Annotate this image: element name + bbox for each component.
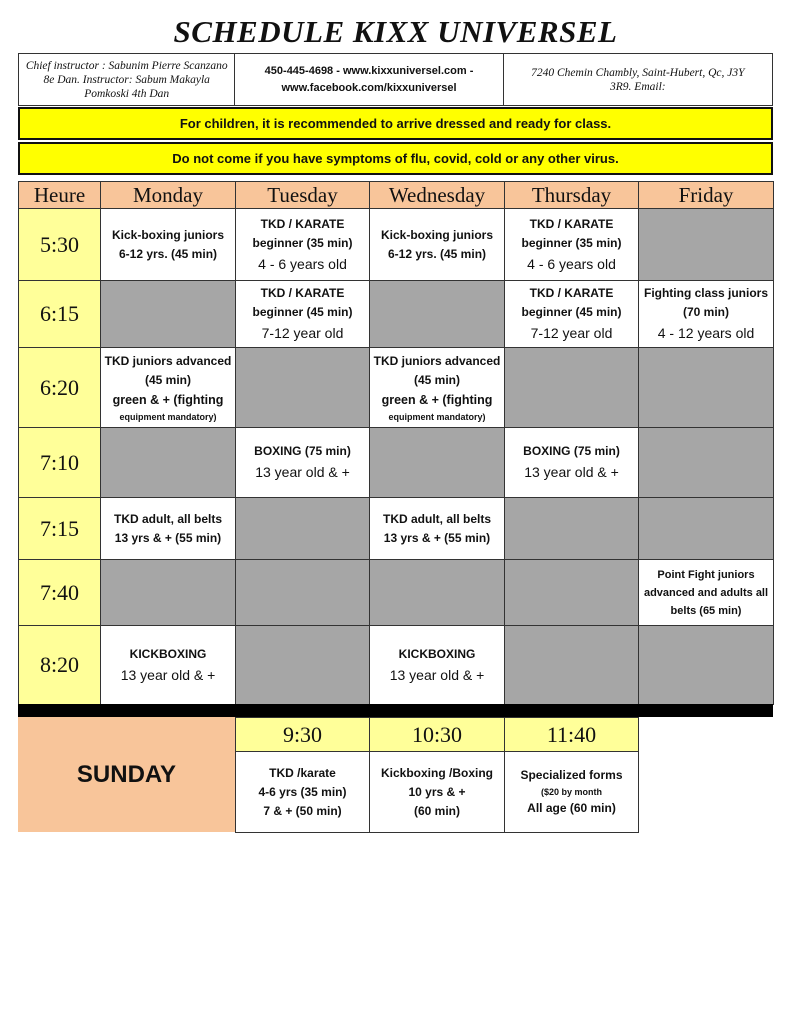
class-line: (60 min) [413, 803, 460, 818]
class-line: ($20 by month [540, 787, 602, 797]
class-line: TKD adult, all belts [113, 511, 222, 526]
empty-slot [101, 560, 236, 626]
sunday-time: 10:30 [370, 718, 505, 752]
class-line: 6-12 yrs. (45 min) [387, 246, 487, 261]
class-line: KICKBOXING [129, 646, 207, 661]
class-slot [370, 626, 505, 705]
class-line: 10 yrs & + [408, 784, 466, 799]
class-line: BOXING (75 min) [523, 444, 620, 458]
header-row [19, 182, 774, 209]
class-slot [101, 626, 236, 705]
class-slot [505, 752, 639, 833]
time-row [19, 560, 774, 626]
class-line: (45 min) [144, 372, 191, 387]
class-line: (70 min) [682, 305, 729, 319]
time-row [19, 281, 774, 348]
time-row [19, 626, 774, 705]
empty-slot [101, 281, 236, 348]
address: 7240 Chemin Chambly, Saint-Hubert, Qc, J3Y 3R9. Email: [531, 66, 745, 93]
sunday-classes-row [236, 752, 639, 833]
contact [235, 54, 503, 105]
empty-slot [370, 560, 505, 626]
class-line: TKD juniors advanced [373, 353, 501, 368]
class-slot [639, 560, 774, 626]
class-line: 13 year old & + [120, 666, 216, 683]
class-line: Kick-boxing juniors [111, 227, 224, 242]
sunday-label: SUNDAY [18, 717, 235, 832]
time-cell: 6:15 [19, 281, 101, 348]
time-row [19, 348, 774, 428]
empty-slot [639, 626, 774, 705]
class-line: 13 yrs & + (55 min) [383, 530, 491, 545]
time-row [19, 209, 774, 281]
time-cell: 7:15 [19, 498, 101, 560]
sunday-times-row [236, 718, 639, 752]
sunday-time: 11:40 [505, 718, 639, 752]
class-slot [505, 428, 639, 498]
page-title: SCHEDULE KIXX UNIVERSEL [173, 14, 618, 49]
class-slot [370, 752, 505, 833]
class-line: 4 - 6 years old [258, 255, 347, 272]
class-slot [505, 209, 639, 281]
contact-line-2: www.facebook.com/kixxuniversel [281, 81, 457, 94]
class-line: KICKBOXING [398, 646, 476, 661]
class-line: Point Fight juniors [657, 568, 755, 581]
divider-bar [18, 704, 773, 717]
class-slot [236, 428, 370, 498]
empty-slot [236, 348, 370, 428]
class-line: beginner (45 min) [252, 305, 353, 319]
time-cell: 8:20 [19, 626, 101, 705]
class-line: Fighting class juniors [643, 286, 768, 300]
class-slot [236, 281, 370, 348]
empty-slot [639, 209, 774, 281]
class-line: 7-12 year old [530, 325, 613, 341]
class-line: green & + (fighting [112, 392, 224, 407]
class-line: Specialized forms [520, 768, 623, 782]
class-line: 13 year old & + [389, 666, 485, 683]
class-line: beginner (35 min) [252, 235, 353, 250]
class-line: 4-6 yrs (35 min) [258, 784, 347, 799]
day-header: Monday [101, 182, 236, 209]
class-slot [370, 498, 505, 560]
class-line: 6-12 yrs. (45 min) [118, 246, 218, 261]
time-row [19, 498, 774, 560]
time-cell: 7:10 [19, 428, 101, 498]
empty-slot [639, 348, 774, 428]
empty-slot [236, 626, 370, 705]
class-line: All age (60 min) [527, 801, 616, 815]
class-slot [370, 209, 505, 281]
class-line: belts (65 min) [670, 604, 742, 617]
class-slot [236, 209, 370, 281]
empty-slot [370, 428, 505, 498]
notice-1: For children, it is recommended to arrive dressed and ready for class. [18, 107, 773, 140]
class-slot [101, 498, 236, 560]
class-line: TKD / KARATE [529, 286, 614, 300]
class-line: advanced and adults all [643, 586, 769, 599]
sunday-time: 9:30 [236, 718, 370, 752]
contact-line-1: 450-445-4698 - www.kixxuniversel.com - [264, 64, 474, 77]
class-slot [370, 348, 505, 428]
class-line: TKD /karate [269, 765, 336, 780]
class-line: 7-12 year old [261, 325, 344, 341]
time-cell: 7:40 [19, 560, 101, 626]
instructors: Chief instructor : Sabunim Pierre Scanzano 8e Dan. Instructor: Sabum Makayla Pomkoski 4th Dan [19, 54, 235, 105]
class-line: TKD juniors advanced [104, 353, 232, 368]
sunday-table [235, 717, 639, 833]
class-line: Kickboxing /Boxing [380, 765, 493, 780]
empty-slot [639, 428, 774, 498]
empty-slot [505, 498, 639, 560]
class-line: 7 & + (50 min) [263, 803, 342, 818]
class-slot [236, 752, 370, 833]
empty-slot [236, 560, 370, 626]
class-line: 13 year old & + [524, 464, 619, 480]
class-line: Kick-boxing juniors [380, 227, 493, 242]
day-header: Friday [639, 182, 774, 209]
class-line: 4 - 6 years old [527, 255, 616, 272]
class-line: equipment mandatory) [119, 411, 217, 422]
class-slot [639, 281, 774, 348]
class-line: TKD / KARATE [260, 286, 345, 300]
empty-slot [505, 348, 639, 428]
day-header: Tuesday [236, 182, 370, 209]
day-header: Thursday [505, 182, 639, 209]
class-line: (45 min) [413, 372, 460, 387]
class-line: 13 year old & + [255, 464, 350, 480]
class-line: TKD / KARATE [529, 216, 614, 231]
notice-2: Do not come if you have symptoms of flu, covid, cold or any other virus. [18, 142, 773, 175]
class-line: TKD adult, all belts [382, 511, 491, 526]
empty-slot [101, 428, 236, 498]
class-line: TKD / KARATE [260, 216, 345, 231]
time-row [19, 428, 774, 498]
class-slot [101, 348, 236, 428]
class-line: beginner (35 min) [521, 235, 622, 250]
class-line: green & + (fighting [381, 392, 493, 407]
schedule-table [18, 181, 774, 705]
class-line: 4 - 12 years old [657, 325, 755, 341]
empty-slot [505, 560, 639, 626]
class-line: equipment mandatory) [388, 411, 486, 422]
class-slot [505, 281, 639, 348]
day-header: Wednesday [370, 182, 505, 209]
empty-slot [236, 498, 370, 560]
empty-slot [370, 281, 505, 348]
time-cell: 6:20 [19, 348, 101, 428]
time-cell: 5:30 [19, 209, 101, 281]
class-line: beginner (45 min) [521, 305, 622, 319]
class-slot [101, 209, 236, 281]
empty-slot [639, 498, 774, 560]
empty-slot [505, 626, 639, 705]
day-header: Heure [19, 182, 101, 209]
class-line: BOXING (75 min) [254, 444, 351, 458]
class-line: 13 yrs & + (55 min) [114, 530, 222, 545]
info-bar [18, 53, 773, 106]
